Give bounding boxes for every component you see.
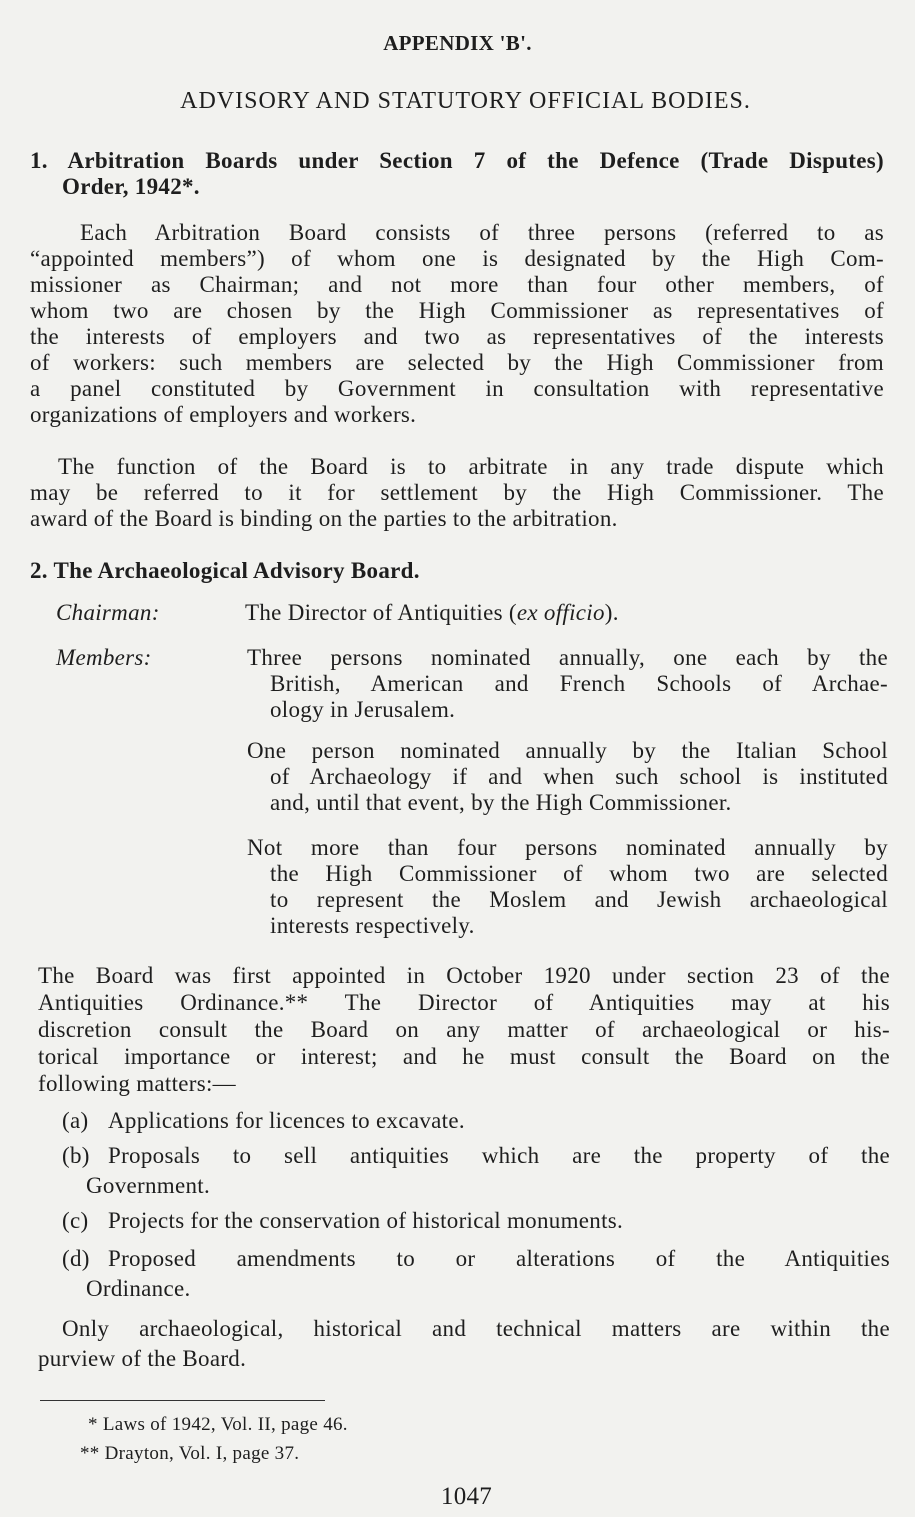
item-label-a: (a) (62, 1108, 89, 1133)
list-item-line: Ordinance. (86, 1276, 191, 1301)
footnote-divider (40, 1400, 325, 1401)
section-1-paragraph-line: missioner as Chairman; and not more than four other members, of (30, 272, 884, 297)
list-item-line: Proposals to sell antiquities which are the property of the (108, 1143, 890, 1168)
member-entry-line: the High Commissioner of whom two are selected (270, 861, 888, 886)
member-entry-line: and, until that event, by the High Commissioner. (270, 790, 732, 815)
list-item-line: Government. (86, 1173, 211, 1198)
members-label: Members: (56, 645, 152, 670)
section-1-paragraph-2-line: may be referred to it for settlement by the High Commissioner. The (30, 480, 884, 505)
section-1-paragraph-2-line: The function of the Board is to arbitrate in any trade dispute which (58, 454, 884, 479)
footnote-1: * Laws of 1942, Vol. II, page 46. (88, 1414, 348, 1435)
footnote-2: ** Drayton, Vol. I, page 37. (80, 1443, 300, 1464)
section-1-paragraph-line: a panel constituted by Government in consultation with representative (30, 376, 884, 401)
member-entry-line: interests respectively. (270, 913, 475, 938)
section-2-paragraph-line: torical importance or interest; and he must consult the Board on the (38, 1044, 890, 1069)
section-2-paragraph-line: Antiquities Ordinance.** The Director of Antiquities may at his (38, 990, 890, 1015)
member-entry-line: Three persons nominated annually, one each by the (247, 645, 888, 670)
section-1-paragraph-line: Each Arbitration Board consists of three persons (referred to as (80, 220, 884, 245)
member-entry-line: One person nominated annually by the Italian School (247, 738, 888, 763)
chairman-value (245, 600, 619, 626)
section-2-closing-paragraph-line: purview of the Board. (38, 1346, 247, 1371)
chairman-label: Chairman: (56, 600, 160, 625)
page-title: ADVISORY AND STATUTORY OFFICIAL BODIES. (180, 88, 751, 114)
section-2-paragraph-line: The Board was first appointed in October 1920 under section 23 of the (38, 963, 890, 988)
section-2-paragraph-line: following matters:— (38, 1071, 236, 1096)
chairman-value-italic: ex officio (516, 600, 605, 625)
list-item-line: Projects for the conservation of historical monuments. (108, 1208, 624, 1233)
section-1-paragraph-line: the interests of employers and two as representatives of the interests (30, 324, 884, 349)
member-entry-line: to represent the Moslem and Jewish archaeological (270, 887, 888, 912)
chairman-value-text: The Director of Antiquities ( (245, 600, 517, 625)
member-entry-line: of Archaeology if and when such school is instituted (270, 764, 888, 789)
section-2-heading: 2. The Archaeological Advisory Board. (30, 558, 420, 583)
section-2-paragraph-line: discretion consult the Board on any matter of archaeological or his- (38, 1017, 890, 1042)
section-1-paragraph-2-line: award of the Board is binding on the parties to the arbitration. (30, 506, 618, 531)
section-1-paragraph-line: organizations of employers and workers. (30, 402, 417, 427)
chairman-value-end: ). (604, 600, 619, 625)
member-entry-line: British, American and French Schools of Archae- (270, 671, 888, 696)
item-label-b: (b) (62, 1143, 90, 1168)
page-number: 1047 (440, 1483, 493, 1510)
section-2-closing-paragraph-line: Only archaeological, historical and technical matters are within the (62, 1316, 890, 1341)
item-label-d: (d) (62, 1246, 90, 1271)
section-1-heading-line: Order, 1942*. (62, 174, 200, 199)
section-1-paragraph-line: whom two are chosen by the High Commissioner as representatives of (30, 298, 884, 323)
section-1-paragraph-line: “appointed members”) of whom one is designated by the High Com- (30, 246, 884, 271)
list-item-line: Proposed amendments to or alterations of the Antiquities (108, 1246, 890, 1271)
member-entry-line: ology in Jerusalem. (270, 697, 456, 722)
section-1-paragraph-line: of workers: such members are selected by the High Commissioner from (30, 350, 884, 375)
list-item-line: Applications for licences to excavate. (108, 1108, 465, 1133)
item-label-c: (c) (62, 1208, 89, 1233)
section-1-heading-line: 1. Arbitration Boards under Section 7 of the Defence (Trade Disputes) (30, 148, 884, 173)
member-entry-line: Not more than four persons nominated annually by (247, 835, 888, 860)
appendix-label: APPENDIX 'B'. (383, 31, 532, 55)
